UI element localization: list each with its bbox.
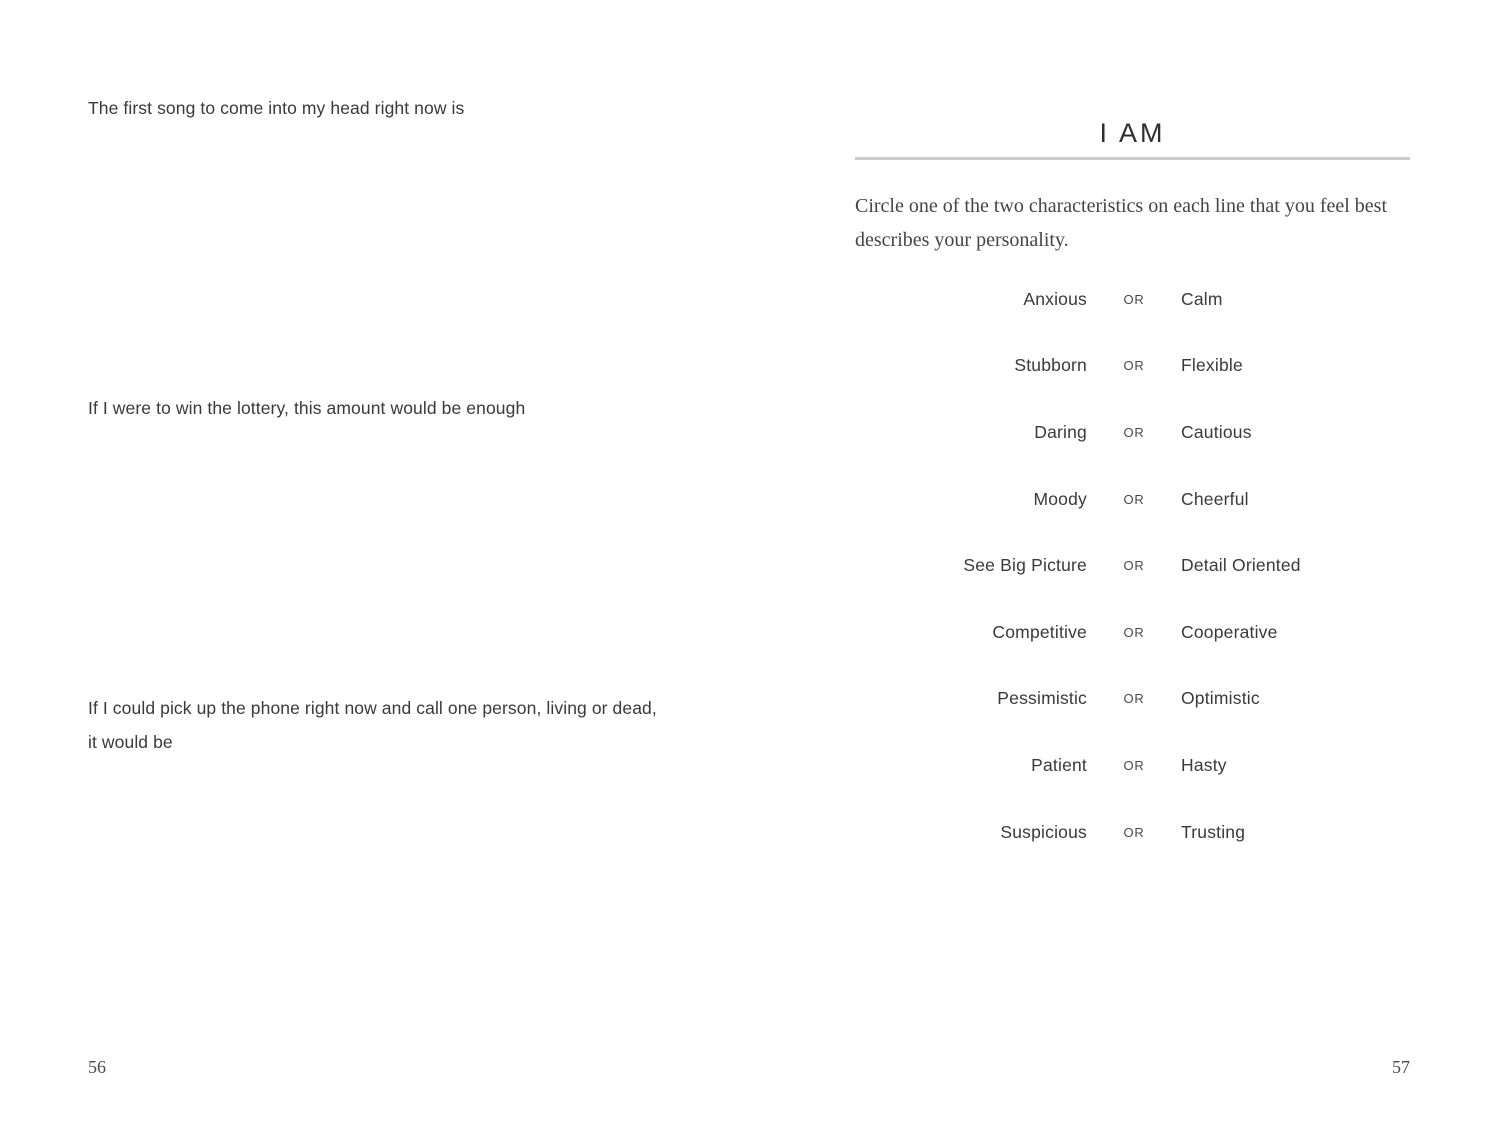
trait-pair-row [855,266,1410,333]
or-connector: OR [1123,424,1145,440]
prompt-first-song: The first song to come into my head right now is [88,98,465,118]
trait-pair-row [855,466,1410,533]
trait-right-label: Calm [1181,288,1223,309]
prompt-lottery-amount: If I were to win the lottery, this amount would be enough [88,398,526,418]
trait-right-label: Optimistic [1181,688,1260,709]
trait-left-label: Competitive [992,621,1087,642]
or-connector: OR [1123,824,1145,840]
trait-right-label: Cheerful [1181,488,1249,509]
trait-right-label: Hasty [1181,754,1227,775]
trait-left-label: Moody [1033,488,1087,509]
or-connector: OR [1123,291,1145,307]
trait-right-label: Flexible [1181,355,1243,376]
trait-pair-row [855,333,1410,400]
or-connector: OR [1123,691,1145,707]
or-connector: OR [1123,624,1145,640]
prompt-phone-call: If I could pick up the phone right now and call one person, living or dead, it would be [88,698,657,752]
trait-left-label: Stubborn [1014,355,1087,376]
trait-left-label: Pessimistic [997,688,1087,709]
trait-pair-row [855,532,1410,599]
trait-pair-row [855,599,1410,666]
or-connector: OR [1123,358,1145,374]
trait-pair-row [855,799,1410,866]
title-divider [855,157,1410,160]
exercise-instruction: Circle one of the two characteristics on each line that you feel best describes your personality. [855,195,1388,251]
page-title: I AM [1099,118,1166,148]
trait-left-label: Patient [1031,754,1087,775]
trait-pair-row [855,732,1410,799]
page-number-right: 57 [1392,1057,1410,1077]
or-connector: OR [1123,757,1145,773]
trait-left-label: See Big Picture [963,555,1087,576]
or-connector: OR [1123,491,1145,507]
trait-left-label: Daring [1034,421,1087,442]
trait-right-label: Cooperative [1181,621,1278,642]
traits-list [855,266,1410,865]
trait-left-label: Anxious [1023,288,1087,309]
page-number-left: 56 [88,1057,106,1077]
trait-left-label: Suspicious [1000,821,1087,842]
trait-right-label: Detail Oriented [1181,555,1301,576]
trait-right-label: Trusting [1181,821,1246,842]
trait-pair-row [855,399,1410,466]
trait-pair-row [855,666,1410,733]
or-connector: OR [1123,558,1145,574]
trait-right-label: Cautious [1181,421,1252,442]
